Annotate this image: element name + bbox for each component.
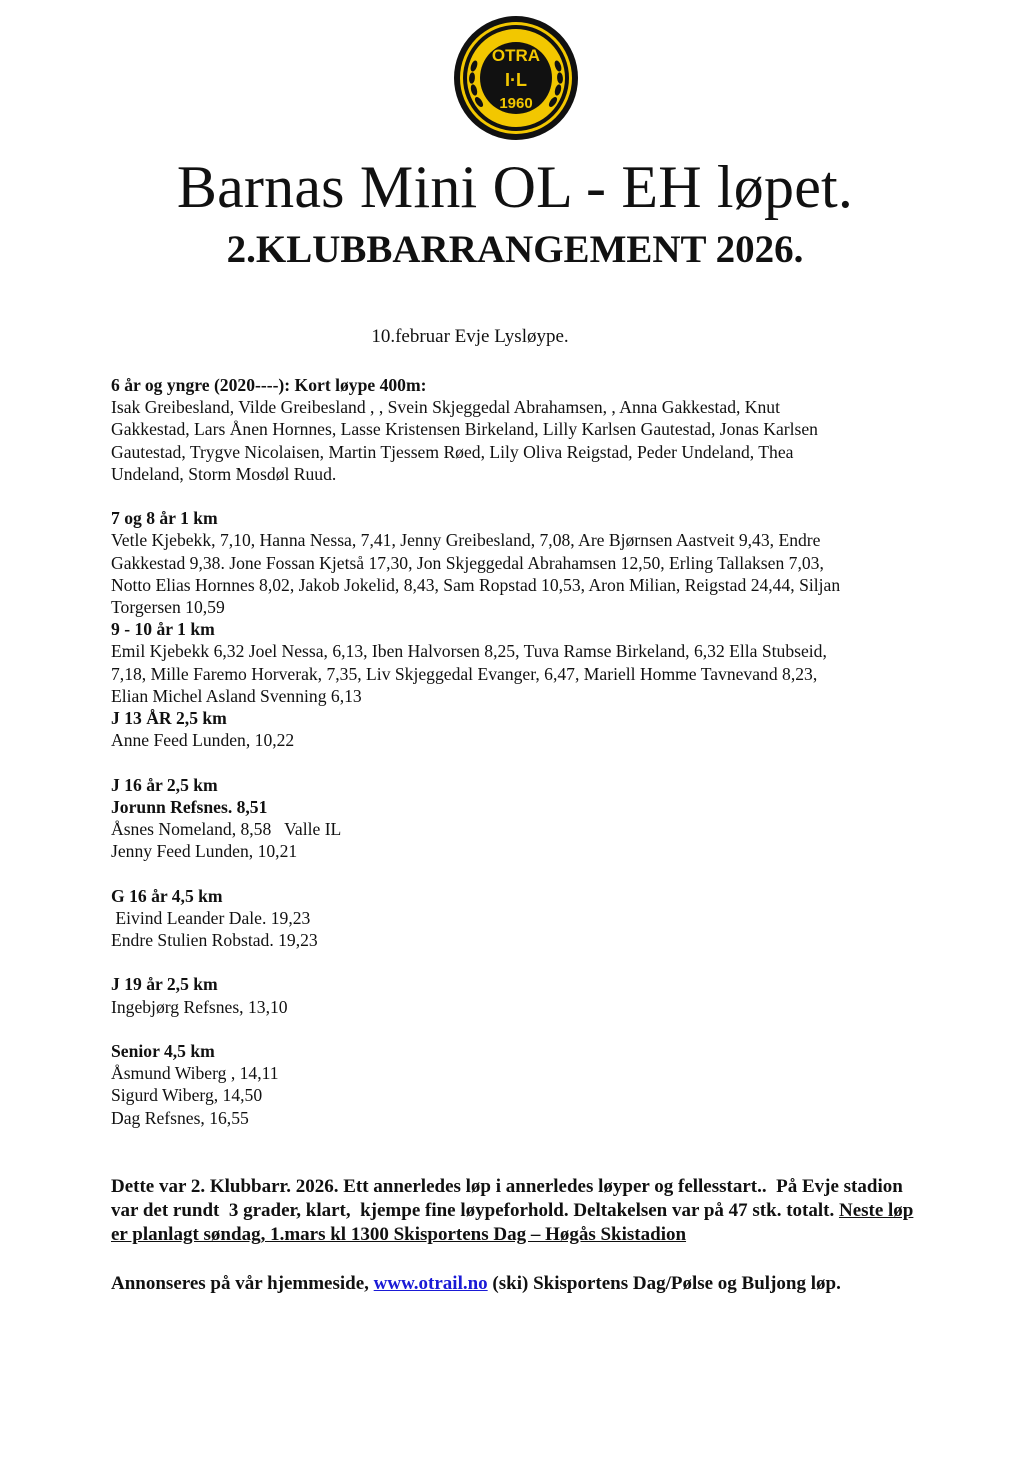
result-line: Jenny Feed Lunden, 10,21 (111, 841, 298, 862)
result-line: Gakkestad, Lars Ånen Hornnes, Lasse Kristensen Birkeland, Lilly Karlsen Gautestad, Jonas Karlsen (111, 419, 818, 440)
result-line: Emil Kjebekk 6,32 Joel Nessa, 6,13, Iben Halvorsen 8,25, Tuva Ramse Birkeland, 6,32 Ella Stubseid, (111, 641, 827, 662)
class-section (111, 1040, 926, 1129)
result-line: Torgersen 10,59 (111, 597, 225, 618)
result-line: Ingebjørg Refsnes, 13,10 (111, 996, 288, 1017)
summary-text: Dette var 2. Klubbarr. 2026. Ett annerledes løp i annerledes løyper og fellesstart.. På Evje stadion var det rundt 3 grader, klart, kjempe fine løypeforhold. Deltakelsen var på 47 stk. totalt. (111, 1176, 908, 1222)
page-title: Barnas Mini OL - EH løpet. (176, 154, 854, 220)
class-section (111, 374, 926, 485)
event-date-location: 10.februar Evje Lysløype. (371, 326, 569, 347)
class-heading: 7 og 8 år 1 km (111, 508, 218, 529)
class-heading: J 19 år 2,5 km (111, 974, 218, 995)
result-line: 7,18, Mille Faremo Horverak, 7,35, Liv Skjeggedal Evanger, 6,47, Mariell Homme Tavnevand 8,23, (111, 663, 818, 684)
winner-line: Jorunn Refsnes. 8,51 (111, 796, 268, 817)
result-line: Vetle Kjebekk, 7,10, Hanna Nessa, 7,41, Jenny Greibesland, 7,08, Are Bjørnsen Aastveit 9,43, Endre (111, 530, 821, 551)
website-link[interactable]: www.otrail.no (373, 1272, 488, 1294)
result-line: Endre Stulien Robstad. 19,23 (111, 930, 318, 951)
class-section (111, 973, 926, 1017)
result-line: Sigurd Wiberg, 14,50 (111, 1085, 263, 1106)
result-line: Åsmund Wiberg , 14,11 (111, 1063, 279, 1084)
result-line: Gautestad, Trygve Nicolaisen, Martin Tjessem Røed, Lily Oliva Reigstad, Peder Undeland, Thea (111, 441, 794, 462)
class-heading: G 16 år 4,5 km (111, 885, 223, 906)
page-subtitle: 2.KLUBBARRANGEMENT 2026. (226, 228, 804, 271)
summary-paragraph (111, 1175, 921, 1248)
announce-suffix: (ski) Skisportens Dag/Pølse og Buljong løp. (487, 1272, 841, 1294)
result-line: Gakkestad 9,38. Jone Fossan Kjetså 17,30, Jon Skjeggedal Abrahamsen 12,50, Erling Tallaksen 7,03, (111, 552, 824, 573)
class-heading: J 13 ÅR 2,5 km (111, 708, 227, 729)
result-line: Dag Refsnes, 16,55 (111, 1107, 249, 1128)
class-section (111, 885, 926, 952)
logo-year: 1960 (499, 95, 533, 112)
class-section (111, 707, 926, 751)
result-line: Eivind Leander Dale. 19,23 (111, 907, 311, 928)
class-section (111, 774, 926, 863)
club-logo (452, 14, 580, 142)
result-line: Elian Michel Asland Svenning 6,13 (111, 685, 362, 706)
class-heading: 6 år og yngre (2020----): Kort løype 400m: (111, 375, 427, 395)
result-line: Notto Elias Hornnes 8,02, Jakob Jokelid, 8,43, Sam Ropstad 10,53, Aron Milian, Reigstad 24,44, Siljan (111, 574, 841, 595)
class-section (111, 507, 926, 618)
results-list (111, 374, 926, 1129)
class-heading: Senior 4,5 km (111, 1041, 215, 1062)
closing-notes (111, 1175, 921, 1296)
class-section (111, 618, 926, 707)
result-line: Anne Feed Lunden, 10,22 (111, 730, 295, 751)
logo-middle-text: I·L (505, 70, 527, 90)
result-line: Isak Greibesland, Vilde Greibesland , , Svein Skjeggedal Abrahamsen, , Anna Gakkestad, Knut (111, 397, 780, 418)
result-line: Undeland, Storm Mosdøl Ruud. (111, 463, 337, 484)
announce-prefix: Annonseres på vår hjemmeside, (111, 1272, 374, 1294)
announce-paragraph (111, 1272, 921, 1296)
result-line: Åsnes Nomeland, 8,58 Valle IL (111, 819, 342, 840)
class-heading: 9 - 10 år 1 km (111, 619, 215, 640)
next-race-text: Neste løp er planlagt søndag, 1.mars kl 1300 Skisportens Dag – Høgås Skistadion (111, 1200, 914, 1246)
logo-top-text: OTRA (491, 46, 541, 65)
class-heading: J 16 år 2,5 km (111, 774, 218, 795)
